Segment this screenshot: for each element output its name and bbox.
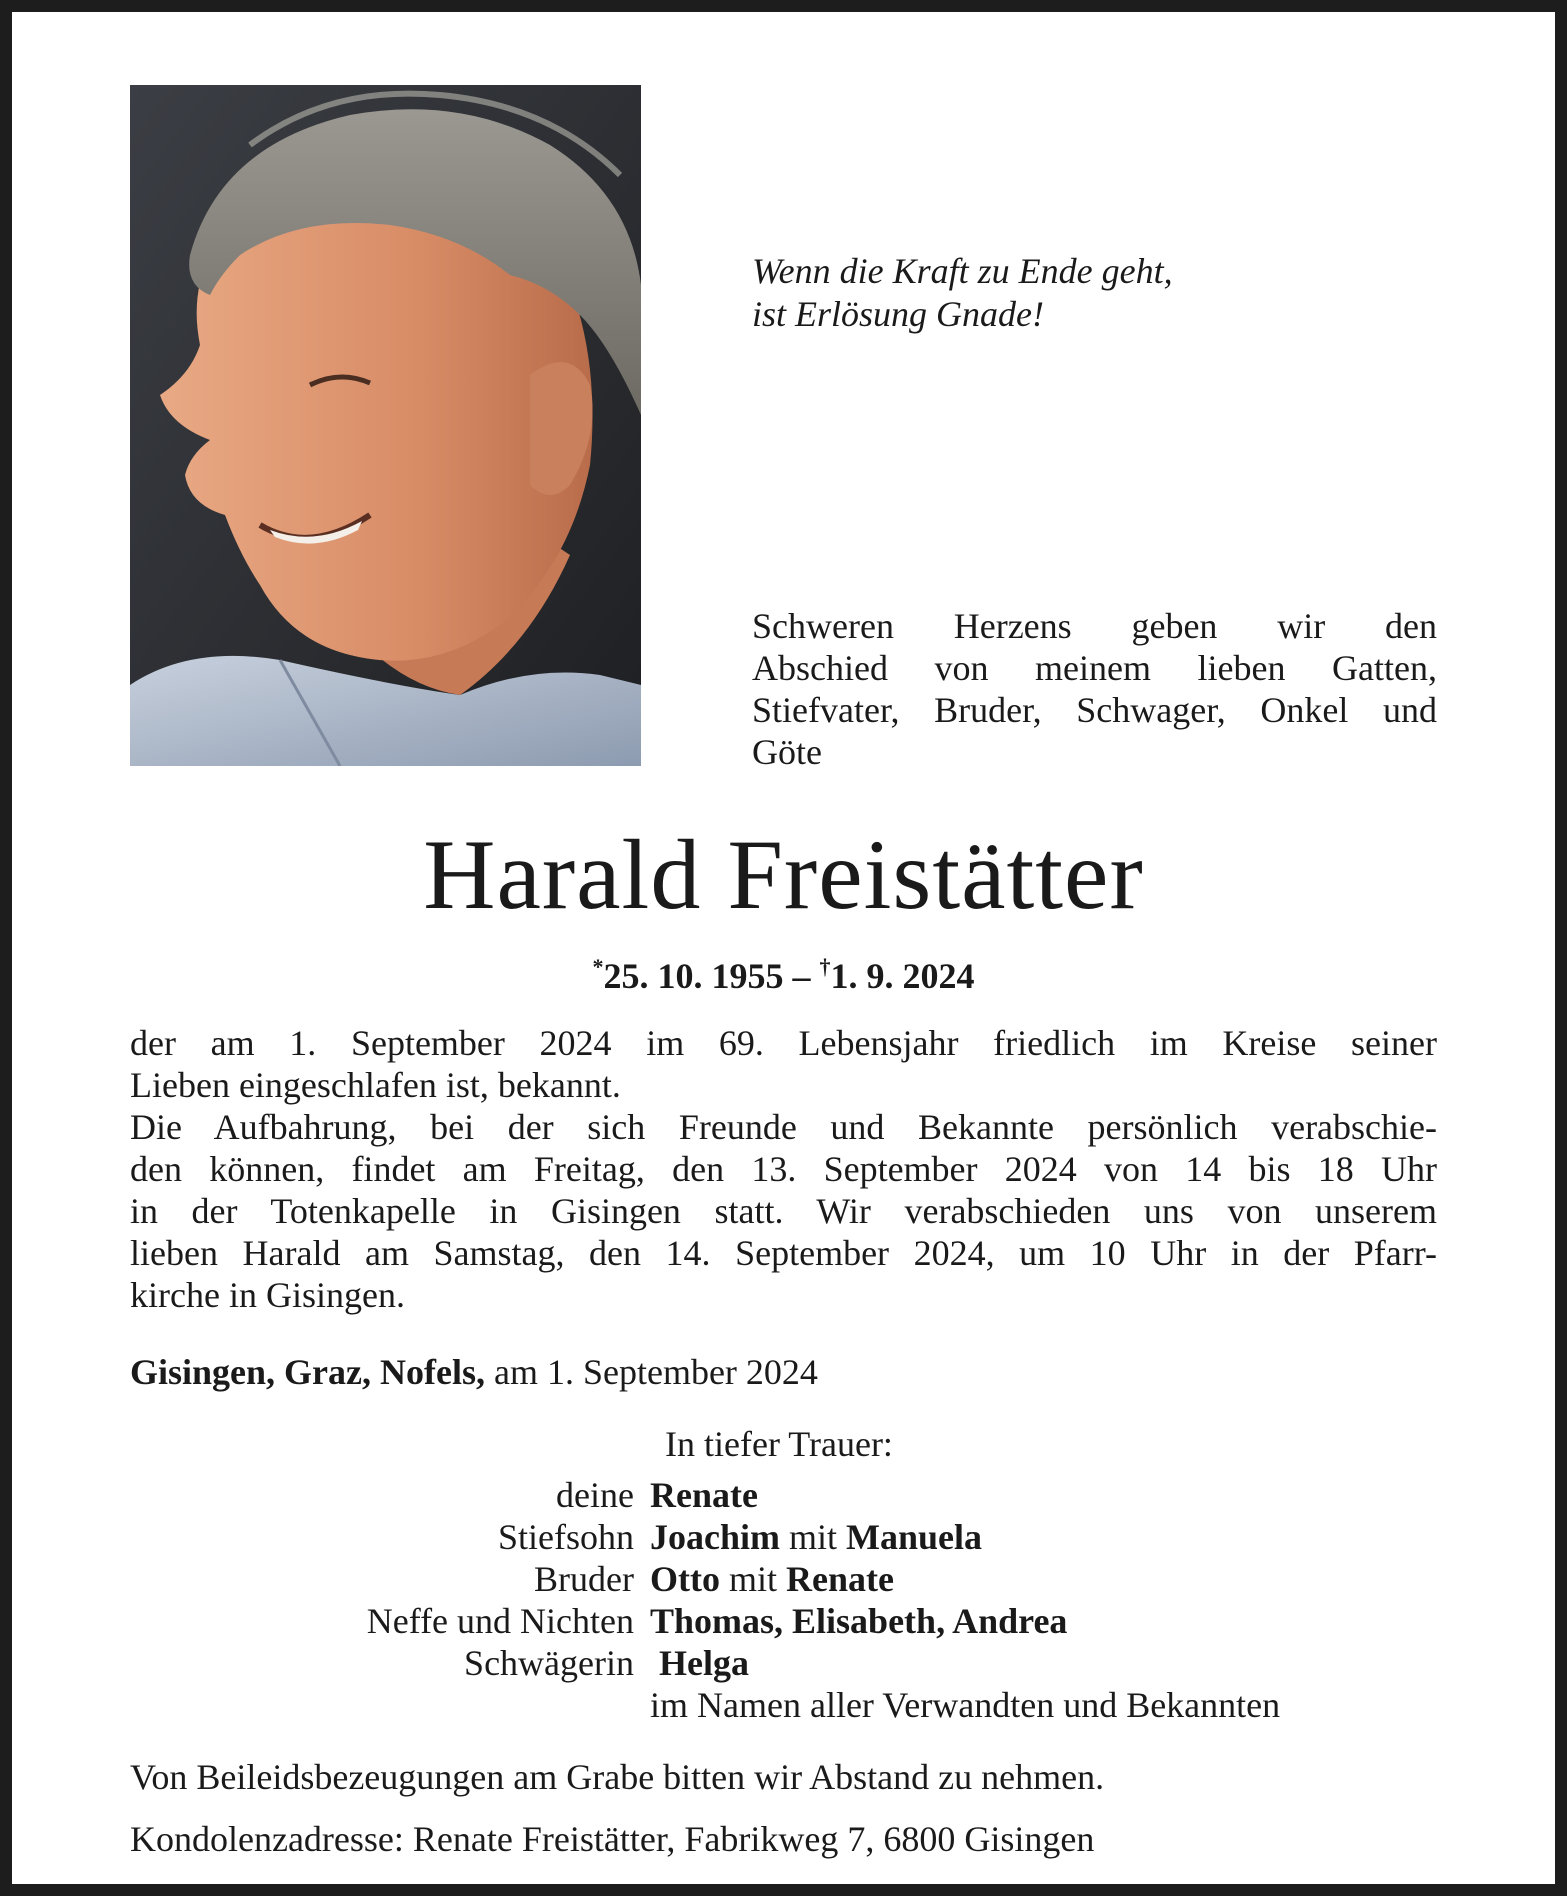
- mourner-name: Otto: [650, 1559, 720, 1599]
- body-line: Lieben eingeschlafen ist, bekannt.: [130, 1065, 621, 1105]
- body-line: den können, findet am Freitag, den 13. September 2024 von 14 bis 18 Uhr: [130, 1149, 1437, 1189]
- body-line: in der Totenkapelle in Gisingen statt. Wir verabschieden uns von unserem: [130, 1191, 1437, 1231]
- mourning-closing: im Namen aller Verwandten und Bekannten: [650, 1685, 1281, 1725]
- death-symbol: †: [819, 954, 831, 979]
- mourner-row: [130, 1474, 1450, 1516]
- mourner-row: [130, 1558, 1450, 1600]
- mourner-name: Thomas, Elisabeth, Andrea: [650, 1601, 1068, 1641]
- announcement-body: [130, 1022, 1437, 1316]
- birth-date: 25. 10. 1955 –: [603, 956, 811, 996]
- mourning-heading: In tiefer Trauer:: [665, 1424, 893, 1464]
- mourner-name: Renate: [650, 1475, 758, 1515]
- deceased-name: Harald Freistätter: [423, 819, 1144, 930]
- mourners-list: [130, 1474, 1450, 1726]
- portrait-photo: [130, 85, 641, 766]
- mourner-name: Helga: [659, 1643, 749, 1683]
- mourner-row: [130, 1684, 1450, 1726]
- mourner-relation: Neffe und Nichten: [366, 1601, 634, 1641]
- body-line: kirche in Gisingen.: [130, 1275, 405, 1315]
- quote: [752, 250, 1452, 336]
- intro-line: Abschied von meinem lieben Gatten,: [752, 648, 1437, 688]
- mourner-relation: Stiefsohn: [497, 1517, 634, 1557]
- mourner-relation: Bruder: [534, 1559, 634, 1599]
- mourner-relation: deine: [556, 1475, 634, 1515]
- mourner-name: Joachim: [650, 1517, 780, 1557]
- mourner-relation: Schwägerin: [464, 1643, 634, 1683]
- condolence-address: Kondolenzadresse: Renate Freistätter, Fabrikweg 7, 6800 Gisingen: [130, 1819, 1095, 1859]
- mourner-partner-name: Manuela: [846, 1517, 983, 1557]
- places-towns: Gisingen, Graz, Nofels,: [130, 1352, 485, 1392]
- mourner-connector: mit: [789, 1517, 838, 1557]
- intro-line: Göte: [752, 732, 822, 772]
- death-date: 1. 9. 2024: [830, 956, 975, 996]
- mourner-partner-name: Renate: [786, 1559, 894, 1599]
- intro-text: [752, 605, 1437, 773]
- intro-line: Stiefvater, Bruder, Schwager, Onkel und: [752, 690, 1437, 730]
- places-date-text: am 1. September 2024: [493, 1352, 818, 1392]
- body-line: lieben Harald am Samstag, den 14. September 2024, um 10 Uhr in der Pfarr-: [130, 1233, 1437, 1273]
- mourner-row: [130, 1642, 1450, 1684]
- mourner-connector: mit: [728, 1559, 777, 1599]
- mourner-row: [130, 1600, 1450, 1642]
- body-line: Die Aufbahrung, bei der sich Freunde und Bekannte persönlich verabschie-: [130, 1107, 1437, 1147]
- intro-line: Schweren Herzens geben wir den: [752, 606, 1437, 646]
- life-dates: [0, 945, 1567, 998]
- places-date: [130, 1350, 1437, 1394]
- quote-line-2: ist Erlösung Gnade!: [752, 294, 1044, 334]
- birth-symbol: *: [592, 954, 604, 979]
- mourner-row: [130, 1516, 1450, 1558]
- quote-line-1: Wenn die Kraft zu Ende geht,: [752, 251, 1173, 291]
- body-line: der am 1. September 2024 im 69. Lebensjahr friedlich im Kreise seiner: [130, 1023, 1437, 1063]
- condolence-note: Von Beileidsbezeugungen am Grabe bitten wir Abstand zu nehmen.: [130, 1757, 1105, 1797]
